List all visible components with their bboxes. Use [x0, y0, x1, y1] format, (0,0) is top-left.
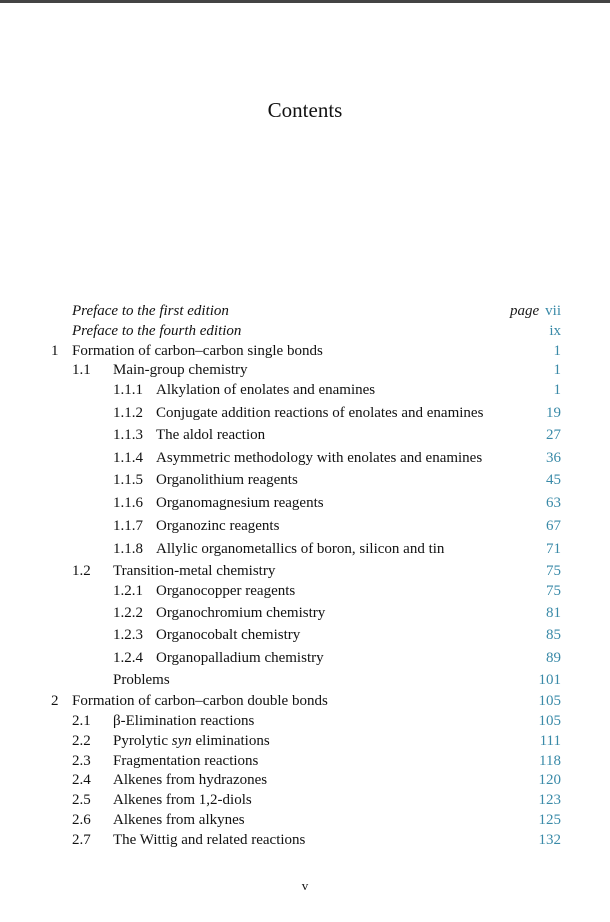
toc-entry-title-part: syn [171, 733, 192, 749]
toc-entry-number: 1.1.8 [113, 541, 143, 557]
toc-entry [0, 448, 610, 468]
toc-entry-page [539, 670, 562, 690]
toc-entry-title: Organochromium chemistry [156, 605, 326, 621]
toc-entry-page [546, 581, 561, 601]
toc-entry-title: Alkenes from hydrazones [113, 772, 268, 788]
toc-entry-page [546, 425, 561, 445]
toc-page-number: 71 [546, 541, 561, 557]
toc-entry-title: β-Elimination reactions [113, 713, 255, 729]
toc-page-number: 85 [546, 627, 561, 643]
toc-entry-title: Formation of carbon–carbon double bonds [72, 693, 328, 709]
toc-entry-number: 1.1.3 [113, 427, 143, 443]
toc-entry [0, 360, 610, 380]
toc-entry-number: 2.2 [72, 733, 91, 749]
toc-entry [0, 341, 610, 361]
toc-entry [0, 770, 610, 790]
toc-entry-number: 1.1.7 [113, 518, 143, 534]
toc-entry-number: 1.2.1 [113, 583, 143, 599]
toc-entry-title: Organolithium reagents [156, 472, 298, 488]
toc-entry-page [546, 561, 561, 581]
toc-entry-title: Main-group chemistry [113, 362, 248, 378]
toc-entry-page [546, 625, 561, 645]
toc-entry-page [539, 830, 562, 850]
toc-page-number: 118 [539, 753, 561, 769]
toc-entry-title: Conjugate addition reactions of enolates and enamines [156, 405, 484, 421]
toc-entry-number: 1.2 [72, 563, 91, 579]
toc-entry [0, 403, 610, 423]
toc-entry-title: Organopalladium chemistry [156, 650, 324, 666]
toc-entry-number: 2.6 [72, 812, 91, 828]
toc-page-number: ix [549, 323, 561, 339]
toc-entry [0, 751, 610, 771]
toc-page-number: vii [545, 303, 561, 319]
toc-entry-number: 1.1.2 [113, 405, 143, 421]
toc-entry-page [546, 516, 561, 536]
toc-entry-page [546, 539, 561, 559]
toc-entry-title: Problems [113, 672, 170, 688]
toc-entry [0, 493, 610, 513]
toc-entry [0, 711, 610, 731]
toc-entry-title: The aldol reaction [156, 427, 266, 443]
toc-entry-number: 1.1.5 [113, 472, 143, 488]
toc-entry-page [554, 380, 562, 400]
toc-entry-page [539, 770, 562, 790]
toc-entry-page [554, 360, 562, 380]
toc-entry [0, 470, 610, 490]
toc-entry-page [539, 751, 561, 771]
toc-page-prefix: page [509, 303, 540, 319]
toc-entry-number: 1.1.4 [113, 450, 143, 466]
toc-entry-title: The Wittig and related reactions [113, 832, 306, 848]
toc-entry-page [539, 691, 562, 711]
toc-page-number: 1 [553, 362, 561, 378]
toc-page-number: 120 [538, 772, 561, 788]
toc-page-number: 111 [539, 733, 561, 749]
toc-entry-page [546, 493, 561, 513]
toc-page-number: 101 [538, 672, 561, 688]
toc-entry [0, 830, 610, 850]
toc-entry-number: 2 [51, 693, 59, 709]
toc-entry-number: 1.1.6 [113, 495, 143, 511]
toc-entry-page [539, 790, 562, 810]
toc-page-number: 123 [538, 792, 561, 808]
page-title: Contents [267, 98, 343, 122]
toc-entry [0, 321, 610, 341]
toc-entry-title: Organocobalt chemistry [156, 627, 301, 643]
toc-entry [0, 691, 610, 711]
toc-entry [0, 516, 610, 536]
toc-page-number: 89 [546, 650, 561, 666]
toc-entry-title: Alkenes from 1,2-diols [113, 792, 252, 808]
toc-entry [0, 731, 610, 751]
toc-page-number: 75 [546, 563, 561, 579]
toc-entry-page [540, 731, 561, 751]
toc-entry-title: Transition-metal chemistry [113, 563, 276, 579]
top-border [0, 0, 610, 3]
toc-page-number: 125 [538, 812, 561, 828]
toc-entry-title: Organocopper reagents [156, 583, 296, 599]
toc-entry [0, 301, 610, 321]
page-number: v [301, 878, 309, 893]
toc-entry-title: Allylic organometallics of boron, silicon and tin [156, 541, 445, 557]
toc-entry-page [539, 810, 562, 830]
toc-entry-page [546, 448, 561, 468]
toc-entry-number: 1 [51, 343, 59, 359]
toc-page-number: 105 [538, 693, 561, 709]
toc-entry [0, 581, 610, 601]
toc-entry [0, 790, 610, 810]
toc-entry-number: 1.2.2 [113, 605, 143, 621]
toc-entry-title-part: eliminations [191, 733, 270, 749]
toc-entry-number: 2.3 [72, 753, 91, 769]
toc-entry-title: Asymmetric methodology with enolates and enamines [156, 450, 483, 466]
toc-page-number: 45 [546, 472, 561, 488]
toc-entry-number: 2.7 [72, 832, 91, 848]
toc-entry-title: Preface to the first edition [72, 303, 229, 319]
toc-entry-page [510, 301, 561, 321]
toc-entry-page [549, 321, 561, 341]
toc-entry-page [546, 648, 561, 668]
toc-entry [0, 625, 610, 645]
toc-page-number: 132 [538, 832, 561, 848]
toc-page-number: 67 [546, 518, 561, 534]
toc-entry-number: 2.4 [72, 772, 91, 788]
toc-page-number: 63 [546, 495, 561, 511]
toc-entry-number: 1.2.4 [113, 650, 143, 666]
toc-entry-number: 2.5 [72, 792, 91, 808]
toc-page-number: 19 [546, 405, 561, 421]
toc-entry [0, 380, 610, 400]
toc-entry-title [113, 731, 270, 751]
toc-entry-title: Fragmentation reactions [113, 753, 259, 769]
toc-entry-page [554, 341, 562, 361]
toc-entry [0, 648, 610, 668]
toc-entry-title: Organozinc reagents [156, 518, 280, 534]
toc-entry [0, 425, 610, 445]
toc-page-number: 81 [546, 605, 561, 621]
toc-page-number: 75 [546, 583, 561, 599]
toc-entry-title: Alkylation of enolates and enamines [156, 382, 376, 398]
toc-entry-page [546, 403, 561, 423]
toc-entry-title: Alkenes from alkynes [113, 812, 245, 828]
toc-entry-title-part: Pyrolytic [113, 733, 172, 749]
toc-page-number: 27 [546, 427, 561, 443]
toc-entry-title: Preface to the fourth edition [72, 323, 242, 339]
toc-entry [0, 810, 610, 830]
toc-entry [0, 539, 610, 559]
toc-page-number: 1 [553, 382, 561, 398]
toc-entry-page [539, 711, 562, 731]
toc-entry-number: 2.1 [72, 713, 91, 729]
toc-entry-title: Organomagnesium reagents [156, 495, 324, 511]
toc-entry [0, 561, 610, 581]
toc-entry-page [546, 470, 561, 490]
toc-entry-number: 1.2.3 [113, 627, 143, 643]
toc-entry [0, 603, 610, 623]
toc-page-number: 36 [546, 450, 561, 466]
toc-entry-number: 1.1.1 [113, 382, 143, 398]
toc-entry-number: 1.1 [72, 362, 91, 378]
toc-entry [0, 670, 610, 690]
toc-page-number: 105 [538, 713, 561, 729]
toc-page-number: 1 [553, 343, 561, 359]
toc-entry-title: Formation of carbon–carbon single bonds [72, 343, 323, 359]
toc-entry-page [546, 603, 561, 623]
